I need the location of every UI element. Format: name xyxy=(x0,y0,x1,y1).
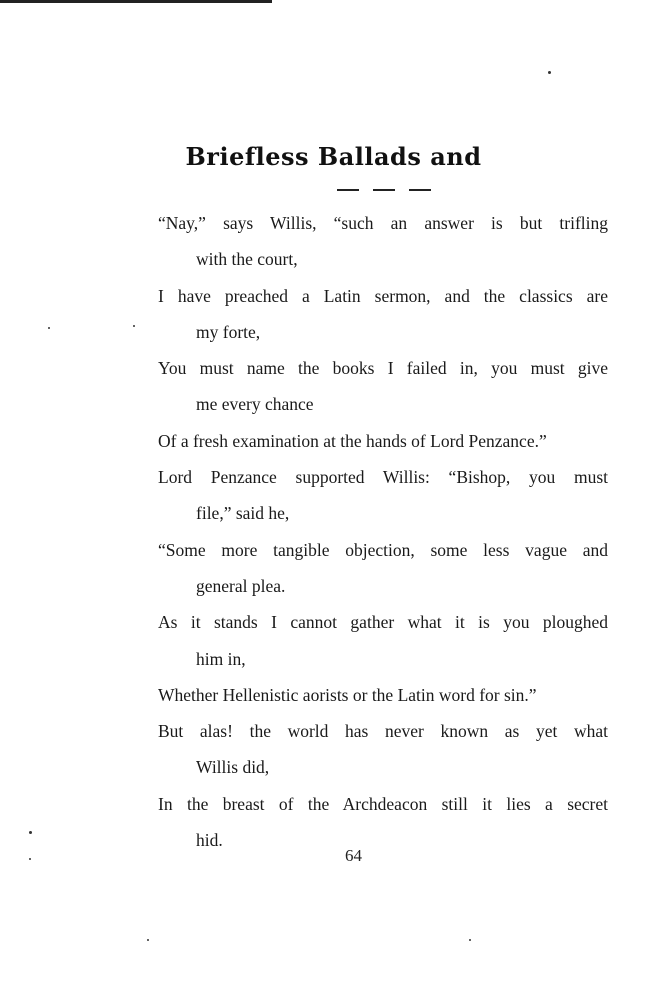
print-speck xyxy=(133,325,135,327)
verse-line: In the breast of the Archdeacon still it lies a secret xyxy=(158,793,608,814)
verse-line-continuation: general plea. xyxy=(196,575,286,596)
verse-line: I have preached a Latin sermon, and the classics are xyxy=(158,285,608,306)
verse-line-continuation: my forte, xyxy=(196,321,261,342)
verse-line-continuation: hid. xyxy=(196,830,223,851)
title-ornament-rule xyxy=(337,189,432,191)
verse-block xyxy=(158,205,608,858)
print-speck xyxy=(147,939,149,941)
print-speck xyxy=(469,939,471,941)
verse-line-continuation: me every chance xyxy=(196,394,314,415)
print-speck xyxy=(29,831,32,834)
top-edge-rule xyxy=(0,0,272,3)
verse-line: Of a fresh examination at the hands of Lord Penzance.” xyxy=(158,430,547,451)
print-speck xyxy=(548,71,551,74)
verse-line: Lord Penzance supported Willis: “Bishop, you must xyxy=(158,467,608,488)
running-title: Briefless Ballads and xyxy=(185,142,482,171)
verse-line: “Nay,” says Willis, “such an answer is but trifling xyxy=(158,213,608,233)
verse-line: But alas! the world has never known as yet what xyxy=(158,721,608,742)
page-number: 64 xyxy=(345,846,362,865)
verse-line-continuation: with the court, xyxy=(196,249,298,270)
verse-line: Whether Hellenistic aorists or the Latin word for sin.” xyxy=(158,684,537,705)
verse-line-continuation: file,” said he, xyxy=(196,503,290,524)
verse-line-continuation: Willis did, xyxy=(196,757,270,778)
verse-line-continuation: him in, xyxy=(196,648,246,669)
verse-line: As it stands I cannot gather what it is you ploughed xyxy=(158,612,608,633)
verse-line: You must name the books I failed in, you must give xyxy=(158,358,608,379)
print-speck xyxy=(48,327,50,329)
verse-line: “Some more tangible objection, some less vague and xyxy=(158,539,608,560)
